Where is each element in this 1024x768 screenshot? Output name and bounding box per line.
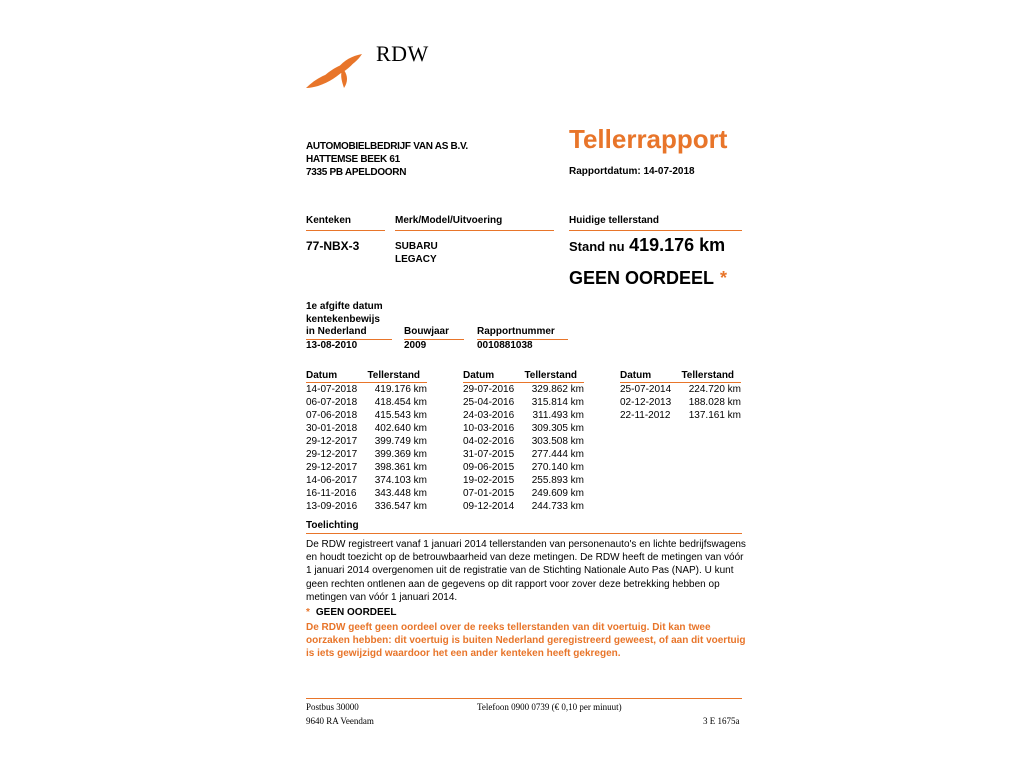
afgifte-value: 13-08-2010 [306,340,358,351]
geen-oordeel-body: De RDW geeft geen oordeel over de reeks tellerstanden van dit voertuig. Dit kan twee oorzaken hebben: dit voertuig is buiten Nederland geregistreerd geweest, of aan dit voertuig is iets gewijzigd waardoor het een ander kenteken heeft gekregen. [306,622,746,660]
merk-value [395,240,438,266]
reading-count: 419.176 km [374,384,427,395]
verdict-text: GEEN OORDEEL [569,268,715,288]
reading-count: 402.640 km [374,423,427,434]
readings-table-1 [306,369,427,513]
table-row [463,422,584,435]
reading-count: 244.733 km [531,501,584,512]
reading-count: 224.720 km [688,384,741,395]
current-odometer [569,235,725,256]
table-row [463,383,584,397]
col-date-header: Datum [463,369,520,383]
stand-prefix: Stand nu [569,239,625,254]
bouwjaar-value: 2009 [404,340,427,351]
table-row [620,383,741,397]
huidige-rule [569,230,742,231]
table-row [620,396,741,409]
reading-count: 343.448 km [374,488,427,499]
col-date-header: Datum [306,369,363,383]
table-header-row [620,369,741,383]
reading-count: 415.543 km [374,410,427,421]
table-row [306,487,427,500]
footer-rule [306,698,742,699]
table-row [306,461,427,474]
table-row [463,474,584,487]
footer-phone: Telefoon 0900 0739 (€ 0,10 per minuut) [477,702,622,712]
reading-date: 09-06-2015 [463,462,515,473]
reading-count: 374.103 km [374,475,427,486]
reading-count: 399.369 km [374,449,427,460]
reading-date: 29-12-2017 [306,449,358,460]
afgifte-label-line: kentekenbewijs [306,313,380,325]
reading-date: 09-12-2014 [463,501,515,512]
reading-date: 31-07-2015 [463,449,515,460]
table-row [620,409,741,422]
geen-oordeel-heading [306,607,396,618]
reading-date: 19-02-2015 [463,475,515,486]
reading-count: 399.749 km [374,436,427,447]
col-count-header: Tellerstand [677,369,741,383]
merk-line: SUBARU [395,241,438,252]
verdict-star: * [720,268,728,288]
table-header-row [306,369,427,383]
table-row [463,435,584,448]
merk-rule [395,230,554,231]
reading-date: 25-04-2016 [463,397,515,408]
reading-count: 329.862 km [531,384,584,395]
col-count-header: Tellerstand [520,369,584,383]
afgifte-label-line: in Nederland [306,326,367,338]
merk-label: Merk/Model/Uitvoering [395,215,503,226]
reading-date: 30-01-2018 [306,423,358,434]
rapportnummer-label: Rapportnummer [477,326,555,337]
note-heading-text: GEEN OORDEEL [315,607,397,618]
reading-date: 24-03-2016 [463,410,515,421]
afgifte-label-line: 1e afgifte datum [306,301,383,312]
reading-count: 270.140 km [531,462,584,473]
reading-count: 188.028 km [688,397,741,408]
toelichting-heading: Toelichting [306,520,359,531]
reading-date: 29-07-2016 [463,384,515,395]
reading-date: 10-03-2016 [463,423,515,434]
reading-count: 137.161 km [688,410,741,421]
reading-date: 29-12-2017 [306,462,358,473]
reading-count: 311.493 km [532,410,584,421]
reading-count: 249.609 km [531,488,584,499]
reading-date: 14-07-2018 [306,384,358,395]
rdw-bird-logo-icon [304,52,364,92]
huidige-tellerstand-label: Huidige tellerstand [569,215,660,226]
reading-date: 25-07-2014 [620,384,672,395]
table-row [463,487,584,500]
company-city: 7335 PB APELDOORN [306,167,407,178]
report-title: Tellerrapport [569,124,728,154]
model-line: LEGACY [395,254,437,265]
bouwjaar-label: Bouwjaar [404,326,450,337]
rapportnummer-value: 0010881038 [477,340,533,351]
reading-date: 02-12-2013 [620,397,672,408]
company-name: AUTOMOBIELBEDRIJF VAN AS B.V. [306,141,468,152]
reading-count: 303.508 km [531,436,584,447]
note-star: * [306,607,310,618]
table-row [306,422,427,435]
col-count-header: Tellerstand [363,369,427,383]
table-row [463,396,584,409]
table-row [306,409,427,422]
reading-date: 29-12-2017 [306,436,358,447]
reading-count: 398.361 km [374,462,427,473]
table-row [463,409,584,422]
table-row [463,500,584,513]
reading-count: 309.305 km [531,423,584,434]
reading-date: 16-11-2016 [306,488,357,499]
reading-count: 418.454 km [374,397,427,408]
reading-date: 06-07-2018 [306,397,358,408]
table-row [306,435,427,448]
readings-table-3 [620,369,741,422]
reading-date: 07-06-2018 [306,410,358,421]
table-row [306,396,427,409]
reading-date: 14-06-2017 [306,475,358,486]
verdict [569,268,727,289]
table-header-row [463,369,584,383]
toelichting-rule [306,533,742,534]
reading-count: 255.893 km [531,475,584,486]
col-date-header: Datum [620,369,677,383]
kenteken-label: Kenteken [306,215,352,226]
footer-address-line2: 9640 RA Veendam [306,716,374,726]
stand-value: 419.176 km [629,235,726,255]
company-street: HATTEMSE BEEK 61 [306,154,400,165]
footer-address-line1: Postbus 30000 [306,702,359,712]
afgifte-label [306,301,383,339]
company-address [306,140,468,179]
logo-wordmark: RDW [376,41,429,66]
report-date: Rapportdatum: 14-07-2018 [569,166,695,177]
table-row [463,448,584,461]
table-row [306,500,427,513]
readings-table-2 [463,369,584,513]
rdw-logo [304,52,364,92]
reading-date: 04-02-2016 [463,436,515,447]
table-row [306,383,427,397]
reading-count: 277.444 km [531,449,584,460]
kenteken-value: 77-NBX-3 [306,239,360,253]
table-row [463,461,584,474]
table-row [306,448,427,461]
reading-count: 315.814 km [531,397,584,408]
reading-date: 22-11-2012 [620,410,671,421]
toelichting-body: De RDW registreert vanaf 1 januari 2014 tellerstanden van personenauto's en lichte bedrijfswagens en houdt toezicht op de betrouwbaarheid van deze metingen. De RDW heeft de metingen van vóór 1 januari 2014 overgenomen uit de registratie van de Stichting Nationale Auto Pas (NAP). U kunt geen rechten ontlenen aan de gegevens op dit rapport voor zover deze betrekking hebben op metingen van vóór 1 januari 2014. [306,539,746,603]
reading-date: 13-09-2016 [306,501,358,512]
table-row [306,474,427,487]
reading-date: 07-01-2015 [463,488,515,499]
footer-code: 3 E 1675a [703,716,740,726]
reading-count: 336.547 km [374,501,427,512]
kenteken-rule [306,230,385,231]
